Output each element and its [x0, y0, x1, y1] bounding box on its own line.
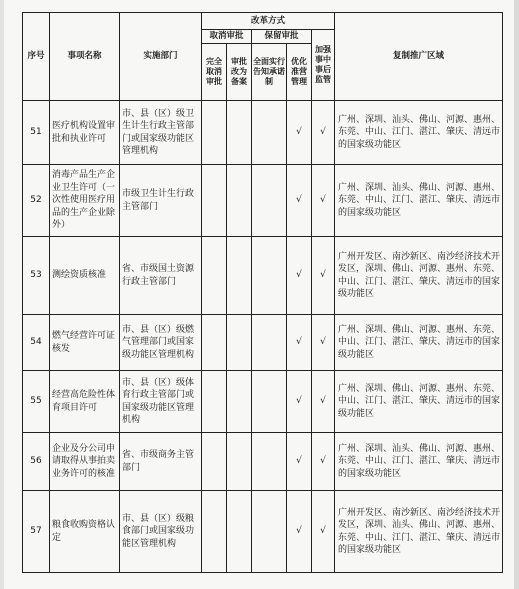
- reform-items-table: [22, 12, 503, 573]
- optimize-mark: √: [287, 433, 312, 491]
- promotion-area: 广州、深圳、佛山、河源、惠州、东莞、中山、江门、湛江、肇庆、清远市的国家级功能区: [335, 371, 503, 433]
- row-number: 55: [23, 371, 50, 433]
- header-reform: 改革方式: [202, 13, 335, 30]
- notify-commit-mark: [252, 315, 287, 371]
- item-name: 经营高危险性体育项目许可: [50, 371, 120, 433]
- implementing-dept: 市、县（区）级卫生计生行政主管部门或国家级功能区管理机构: [120, 101, 202, 165]
- implementing-dept: 市、县（区）级粮食部门或国家级功能区管理机构: [120, 491, 202, 573]
- page-left-edge: [0, 0, 4, 589]
- header-name: 事项名称: [50, 13, 120, 101]
- promotion-area: 广州开发区、南沙新区、南沙经济技术开发区，深圳、佛山、河源、惠州、东莞、中山、江门、湛江、肇庆、清远市的国家级功能区: [335, 237, 503, 315]
- full-cancel-mark: [202, 491, 227, 573]
- row-number: 52: [23, 165, 50, 237]
- notify-commit-mark: [252, 433, 287, 491]
- header-keep-group: 保留审批: [252, 30, 312, 44]
- item-name: 测绘资质核准: [50, 237, 120, 315]
- notify-commit-mark: [252, 491, 287, 573]
- full-cancel-mark: [202, 165, 227, 237]
- optimize-mark: √: [287, 101, 312, 165]
- change-filing-mark: [227, 315, 252, 371]
- notify-commit-mark: [252, 165, 287, 237]
- full-cancel-mark: [202, 371, 227, 433]
- full-cancel-mark: [202, 315, 227, 371]
- page-right-edge: [514, 0, 519, 589]
- optimize-mark: √: [287, 491, 312, 573]
- strengthen-mark: √: [312, 371, 335, 433]
- strengthen-mark: √: [312, 491, 335, 573]
- full-cancel-mark: [202, 433, 227, 491]
- optimize-mark: √: [287, 371, 312, 433]
- optimize-mark: √: [287, 237, 312, 315]
- change-filing-mark: [227, 101, 252, 165]
- table-row: [23, 315, 503, 371]
- change-filing-mark: [227, 237, 252, 315]
- table-row: [23, 491, 503, 573]
- change-filing-mark: [227, 491, 252, 573]
- table-row: [23, 165, 503, 237]
- item-name: 医疗机构设置审批和执业许可: [50, 101, 120, 165]
- row-number: 51: [23, 101, 50, 165]
- optimize-mark: √: [287, 315, 312, 371]
- header-full-cancel: 完全取消审批: [202, 44, 227, 101]
- strengthen-mark: √: [312, 433, 335, 491]
- row-number: 56: [23, 433, 50, 491]
- header-change-filing: 审批改为备案: [227, 44, 252, 101]
- item-name: 燃气经营许可证核发: [50, 315, 120, 371]
- strengthen-mark: √: [312, 237, 335, 315]
- implementing-dept: 省、市级国土资源行政主管部门: [120, 237, 202, 315]
- table-row: [23, 237, 503, 315]
- promotion-area: 广州、深圳、佛山、河源、惠州、东莞、中山、江门、湛江、肇庆、清远市的国家级功能区: [335, 315, 503, 371]
- implementing-dept: 市级卫生计生行政主管部门: [120, 165, 202, 237]
- notify-commit-mark: [252, 237, 287, 315]
- notify-commit-mark: [252, 371, 287, 433]
- strengthen-mark: √: [312, 101, 335, 165]
- item-name: 消毒产品生产企业卫生许可（一次性使用医疗用品的生产企业除外）: [50, 165, 120, 237]
- table-row: [23, 433, 503, 491]
- row-number: 53: [23, 237, 50, 315]
- optimize-mark: √: [287, 165, 312, 237]
- header-notify-commit: 全面实行告知承诺制: [252, 44, 287, 101]
- full-cancel-mark: [202, 101, 227, 165]
- promotion-area: 广州、深圳、汕头、佛山、河源、惠州、东莞、中山、江门、湛江、肇庆、清远市的国家级功能区: [335, 433, 503, 491]
- header-seq: 序号: [23, 13, 50, 101]
- header-area: 复制推广区域: [335, 13, 503, 101]
- promotion-area: 广州、深圳、汕头、佛山、河源、惠州、东莞、中山、江门、湛江、肇庆、清远市的国家级功能区: [335, 101, 503, 165]
- row-number: 54: [23, 315, 50, 371]
- promotion-area: 广州、深圳、汕头、佛山、河源、惠州、东莞、中山、江门、湛江、肇庆、清远市的国家级功能区: [335, 165, 503, 237]
- full-cancel-mark: [202, 237, 227, 315]
- change-filing-mark: [227, 165, 252, 237]
- row-number: 57: [23, 491, 50, 573]
- strengthen-mark: √: [312, 315, 335, 371]
- change-filing-mark: [227, 433, 252, 491]
- promotion-area: 广州开发区、南沙新区、南沙经济技术开发区，深圳、汕头、佛山、河源、惠州、东莞、中山、江门、湛江、肇庆、清远市的国家级功能区: [335, 491, 503, 573]
- table-row: [23, 371, 503, 433]
- header-strengthen: 加强事中事后监管: [312, 30, 335, 101]
- item-name: 企业及分公司申请取得从事拍卖业务许可的核准: [50, 433, 120, 491]
- notify-commit-mark: [252, 101, 287, 165]
- header-cancel-group: 取消审批: [202, 30, 252, 44]
- item-name: 粮食收购资格认定: [50, 491, 120, 573]
- change-filing-mark: [227, 371, 252, 433]
- implementing-dept: 市、县（区）级体育行政主管部门或国家级功能区管理机构: [120, 371, 202, 433]
- implementing-dept: 省、市级商务主管部门: [120, 433, 202, 491]
- header-dept: 实施部门: [120, 13, 202, 101]
- implementing-dept: 市、县（区）级燃气管理部门或国家级功能区管理机构: [120, 315, 202, 371]
- header-optimize: 优化准营管理: [287, 44, 312, 101]
- strengthen-mark: √: [312, 165, 335, 237]
- table-row: [23, 101, 503, 165]
